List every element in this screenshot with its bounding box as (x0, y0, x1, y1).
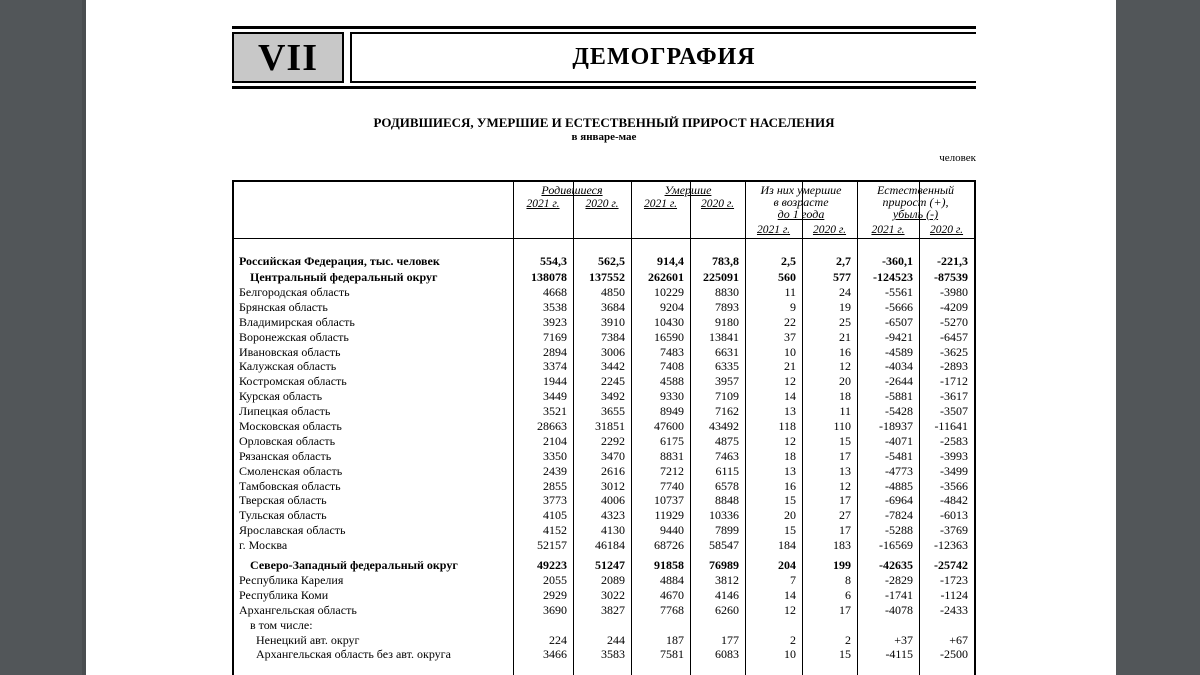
cell-value: 7899 (715, 523, 739, 538)
cell-value: -4071 (885, 433, 913, 448)
cell-value: 17 (839, 448, 851, 463)
cell-value: 2439 (543, 463, 567, 478)
cell-value: 11 (784, 285, 796, 299)
cell-value: +67 (949, 632, 968, 647)
cell-value: -18937 (879, 419, 913, 434)
table-row (234, 449, 974, 464)
table-row (234, 345, 974, 360)
cell-value: 3690 (543, 602, 567, 617)
cell-value: 9180 (715, 314, 739, 329)
cell-value: 4006 (601, 493, 625, 508)
cell-value: 7740 (660, 478, 684, 493)
cell-value: 10 (784, 344, 796, 359)
cell-value: 204 (778, 558, 796, 573)
table-row (234, 359, 974, 374)
cell-value: 17 (839, 523, 851, 538)
cell-value: 15 (784, 523, 796, 538)
chapter-title: ДЕМОГРАФИЯ (350, 32, 976, 83)
row-label: Орловская область (239, 433, 336, 448)
cell-value: -1712 (940, 374, 968, 389)
cell-value: -4589 (885, 344, 913, 359)
cell-value: 51247 (595, 558, 625, 573)
cell-value: 12 (839, 478, 851, 493)
cell-value: 2,7 (836, 254, 851, 268)
cell-value: 7 (790, 573, 796, 588)
cell-value: 177 (721, 632, 739, 647)
cell-value: 4884 (660, 573, 684, 588)
cell-value: 2894 (543, 344, 567, 359)
cell-value: 7408 (660, 359, 684, 374)
cell-value: 8831 (660, 448, 684, 463)
cell-value: 15 (839, 433, 851, 448)
table-row (234, 618, 974, 633)
cell-value: 9 (790, 299, 796, 314)
cell-value: 11 (839, 404, 851, 419)
table-row (234, 603, 974, 618)
cell-value: 4152 (543, 523, 567, 538)
cell-value: 262601 (648, 270, 684, 284)
row-label: Владимирская область (239, 314, 355, 329)
cell-value: 560 (778, 270, 796, 284)
header-natural-increase: Естественный прирост (+), убыль (-) (876, 183, 955, 221)
header-died: Умершие (664, 183, 712, 197)
table-row (234, 588, 974, 603)
cell-value: 2616 (601, 463, 625, 478)
row-label: г. Москва (239, 538, 288, 553)
document-page[interactable] (86, 0, 1116, 675)
cell-value: 28663 (537, 419, 567, 434)
cell-value: 3449 (543, 389, 567, 404)
cell-value: 224 (549, 632, 567, 647)
cell-value: 4588 (660, 374, 684, 389)
cell-value: 110 (833, 419, 851, 434)
cell-value: 27 (839, 508, 851, 523)
cell-value: 3022 (601, 587, 625, 602)
cell-value: 13841 (709, 329, 739, 344)
cell-value: 7169 (543, 329, 567, 344)
cell-value: -3507 (940, 404, 968, 419)
cell-value: 2245 (601, 374, 625, 389)
table-row (234, 404, 974, 419)
row-label: Курская область (239, 389, 323, 404)
demography-table (232, 180, 976, 675)
cell-value: 3521 (543, 404, 567, 419)
year-label: 2020 г. (812, 224, 847, 236)
row-label: Костромская область (239, 374, 347, 389)
cell-value: 10737 (654, 493, 684, 508)
cell-value: 91858 (654, 558, 684, 573)
cell-value: 3350 (543, 448, 567, 463)
cell-value: 2929 (543, 587, 567, 602)
cell-value: 7483 (660, 344, 684, 359)
year-label: 2021 г. (526, 198, 560, 210)
cell-value: 6578 (715, 478, 739, 493)
cell-value: 20 (784, 508, 796, 523)
table-row (234, 269, 974, 285)
table-row (234, 300, 974, 315)
cell-value: -11641 (934, 419, 968, 434)
cell-value: 4668 (543, 285, 567, 299)
table-subtitle: в январе-мае (571, 131, 637, 143)
cell-value: -87539 (934, 270, 968, 284)
year-label: 2021 г. (643, 198, 678, 210)
cell-value: -5270 (940, 314, 968, 329)
cell-value: 21 (839, 329, 851, 344)
cell-value: 183 (833, 538, 851, 553)
row-label: Воронежская область (239, 329, 349, 344)
cell-value: 6631 (715, 344, 739, 359)
cell-value: +37 (894, 632, 913, 647)
cell-value: 3492 (601, 389, 625, 404)
row-label: Республика Карелия (239, 573, 344, 588)
header-bottom-rule (232, 86, 976, 89)
cell-value: -4209 (940, 299, 968, 314)
cell-value: -4842 (940, 493, 968, 508)
cell-value: 46184 (595, 538, 625, 553)
cell-value: 16 (784, 478, 796, 493)
chapter-number: VII (232, 32, 344, 83)
cell-value: -3769 (940, 523, 968, 538)
cell-value: 7162 (715, 404, 739, 419)
cell-value: -4885 (885, 478, 913, 493)
cell-value: 914,4 (657, 254, 684, 268)
cell-value: -2500 (940, 647, 968, 662)
table-row (234, 557, 974, 573)
table-row (234, 389, 974, 404)
cell-value: -1124 (940, 587, 968, 602)
cell-value: 37 (784, 329, 796, 344)
cell-value: 17 (839, 602, 851, 617)
cell-value: 22 (784, 314, 796, 329)
cell-value: 7384 (601, 329, 625, 344)
cell-value: -6457 (940, 329, 968, 344)
cell-value: 16590 (654, 329, 684, 344)
cell-value: -2893 (940, 359, 968, 374)
row-label: Северо-Западный федеральный округ (250, 558, 458, 573)
cell-value: 3583 (601, 647, 625, 662)
cell-value: 17 (839, 493, 851, 508)
row-label: Тверская область (239, 493, 327, 508)
cell-value: 43492 (709, 419, 739, 434)
row-label: Центральный федеральный округ (250, 270, 438, 284)
cell-value: 3773 (543, 493, 567, 508)
year-label: 2021 г. (756, 224, 791, 236)
cell-value: -25742 (934, 558, 968, 573)
table-row (234, 573, 974, 588)
cell-value: -221,3 (937, 254, 968, 268)
cell-value: 9204 (660, 299, 684, 314)
cell-value: 3538 (543, 299, 567, 314)
table-row (234, 464, 974, 479)
table-row (234, 330, 974, 345)
cell-value: 184 (778, 538, 796, 553)
table-row (234, 523, 974, 538)
cell-value: 6175 (660, 433, 684, 448)
cell-value: -4078 (885, 602, 913, 617)
table-row (234, 239, 974, 269)
row-label: Архангельская область без авт. округа (256, 647, 451, 662)
cell-value: 2104 (543, 433, 567, 448)
cell-value: 118 (778, 419, 796, 434)
cell-value: 11929 (654, 508, 684, 523)
table-row (234, 508, 974, 523)
cell-value: 2855 (543, 478, 567, 493)
cell-value: -3980 (940, 285, 968, 299)
cell-value: 3466 (543, 647, 567, 662)
cell-value: -360,1 (882, 254, 913, 268)
cell-value: 10229 (654, 285, 684, 299)
table-row (234, 633, 974, 648)
cell-value: 15 (839, 647, 851, 662)
cell-value: -3993 (940, 448, 968, 463)
cell-value: 4875 (715, 433, 739, 448)
cell-value: -1741 (885, 587, 913, 602)
cell-value: -3617 (940, 389, 968, 404)
row-label: Белгородская область (239, 285, 350, 299)
row-label: Тульская область (239, 508, 327, 523)
cell-value: 2,5 (781, 254, 796, 268)
cell-value: 225091 (703, 270, 739, 284)
cell-value: 3923 (543, 314, 567, 329)
cell-value: 7768 (660, 602, 684, 617)
row-label: Республика Коми (239, 587, 329, 602)
row-label: Брянская область (239, 299, 328, 314)
cell-value: 2 (845, 632, 851, 647)
row-label: в том числе: (250, 617, 313, 632)
cell-value: 15 (784, 493, 796, 508)
cell-value: 20 (839, 374, 851, 389)
cell-value: 3910 (601, 314, 625, 329)
cell-value: -2644 (885, 374, 913, 389)
cell-value: 6083 (715, 647, 739, 662)
cell-value: 24 (839, 285, 851, 299)
cell-value: 9330 (660, 389, 684, 404)
cell-value: 14 (784, 389, 796, 404)
cell-value: 3470 (601, 448, 625, 463)
table-title: РОДИВШИЕСЯ, УМЕРШИЕ И ЕСТЕСТВЕННЫЙ ПРИРОСТ НАСЕЛЕНИЯ (373, 115, 835, 130)
cell-value: 7212 (660, 463, 684, 478)
cell-value: 187 (666, 632, 684, 647)
viewer-background (1116, 0, 1200, 675)
year-label: 2021 г. (871, 224, 905, 236)
cell-value: 2 (790, 632, 796, 647)
year-label: 2020 г. (929, 224, 964, 236)
cell-value: -5288 (885, 523, 913, 538)
cell-value: 10336 (709, 508, 739, 523)
cell-value: 4850 (601, 285, 625, 299)
cell-value: 14 (784, 587, 796, 602)
row-label: Смоленская область (239, 463, 343, 478)
table-row (234, 434, 974, 449)
cell-value: 3006 (601, 344, 625, 359)
cell-value: 2089 (601, 573, 625, 588)
header-infant-deaths: Из них умершие в возрасте до 1 года (760, 183, 842, 221)
table-row (234, 538, 974, 553)
cell-value: 6115 (715, 463, 739, 478)
cell-value: 2292 (601, 433, 625, 448)
cell-value: -5428 (885, 404, 913, 419)
row-label: Московская область (239, 419, 342, 434)
table-row (234, 285, 974, 300)
cell-value: -5561 (885, 285, 913, 299)
cell-value: 4146 (715, 587, 739, 602)
cell-value: 19 (839, 299, 851, 314)
row-label: Калужская область (239, 359, 337, 374)
cell-value: -6013 (940, 508, 968, 523)
row-label: Ненецкий авт. округ (256, 632, 360, 647)
cell-value: 1944 (543, 374, 567, 389)
cell-value: 3012 (601, 478, 625, 493)
cell-value: 7109 (715, 389, 739, 404)
cell-value: 4670 (660, 587, 684, 602)
row-label: Рязанская область (239, 448, 332, 463)
cell-value: -2583 (940, 433, 968, 448)
cell-value: -6964 (885, 493, 913, 508)
header-top-rule (232, 26, 976, 29)
year-label: 2020 г. (700, 198, 735, 210)
cell-value: 4105 (543, 508, 567, 523)
cell-value: -5666 (885, 299, 913, 314)
cell-value: 3655 (601, 404, 625, 419)
cell-value: 25 (839, 314, 851, 329)
cell-value: 18 (839, 389, 851, 404)
cell-value: 8 (845, 573, 851, 588)
cell-value: 8949 (660, 404, 684, 419)
cell-value: 7463 (715, 448, 739, 463)
cell-value: 3374 (543, 359, 567, 374)
cell-value: 7581 (660, 647, 684, 662)
cell-value: -2433 (940, 602, 968, 617)
table-row (234, 374, 974, 389)
cell-value: 12 (839, 359, 851, 374)
cell-value: 31851 (595, 419, 625, 434)
cell-value: 12 (784, 433, 796, 448)
cell-value: 68726 (654, 538, 684, 553)
cell-value: 76989 (709, 558, 739, 573)
cell-value: 3812 (715, 573, 739, 588)
row-label: Архангельская область (239, 602, 357, 617)
cell-value: 13 (839, 463, 851, 478)
header-born: Родившиеся (541, 183, 603, 197)
cell-value: 783,8 (712, 254, 739, 268)
cell-value: -4034 (885, 359, 913, 374)
cell-value: 6335 (715, 359, 739, 374)
cell-value: 12 (784, 602, 796, 617)
cell-value: -5881 (885, 389, 913, 404)
cell-value: 21 (784, 359, 796, 374)
cell-value: 16 (839, 344, 851, 359)
cell-value: -3625 (940, 344, 968, 359)
cell-value: -6507 (885, 314, 913, 329)
cell-value: -4115 (885, 647, 913, 662)
cell-value: -7824 (885, 508, 913, 523)
cell-value: 12 (784, 374, 796, 389)
cell-value: 2055 (543, 573, 567, 588)
year-label: 2020 г. (585, 198, 619, 210)
cell-value: 18 (784, 448, 796, 463)
cell-value: 199 (833, 558, 851, 573)
cell-value: 13 (784, 404, 796, 419)
row-label: Российская Федерация, тыс. человек (239, 254, 440, 268)
cell-value: -124523 (873, 270, 913, 284)
cell-value: 10 (784, 647, 796, 662)
cell-value: -9421 (885, 329, 913, 344)
table-row (234, 493, 974, 508)
cell-value: -2829 (885, 573, 913, 588)
cell-value: 52157 (537, 538, 567, 553)
cell-value: 4323 (601, 508, 625, 523)
table-row (234, 647, 974, 662)
cell-value: -42635 (879, 558, 913, 573)
row-label: Ивановская область (239, 344, 341, 359)
cell-value: 4130 (601, 523, 625, 538)
cell-value: -4773 (885, 463, 913, 478)
unit-label: человек (939, 152, 976, 164)
cell-value: -5481 (885, 448, 913, 463)
cell-value: 49223 (537, 558, 567, 573)
cell-value: 7893 (715, 299, 739, 314)
row-label: Ярославская область (239, 523, 346, 538)
cell-value: 244 (607, 632, 625, 647)
row-label: Липецкая область (239, 404, 331, 419)
cell-value: 13 (784, 463, 796, 478)
cell-value: 3827 (601, 602, 625, 617)
table-body (234, 239, 974, 662)
cell-value: 577 (833, 270, 851, 284)
table-row (234, 479, 974, 494)
cell-value: 554,3 (540, 254, 567, 268)
cell-value: -1723 (940, 573, 968, 588)
cell-value: -3566 (940, 478, 968, 493)
cell-value: 138078 (531, 270, 567, 284)
cell-value: -16569 (879, 538, 913, 553)
cell-value: 3442 (601, 359, 625, 374)
cell-value: 9440 (660, 523, 684, 538)
cell-value: 562,5 (598, 254, 625, 268)
cell-value: -12363 (934, 538, 968, 553)
cell-value: 3684 (601, 299, 625, 314)
cell-value: 8830 (715, 285, 739, 299)
cell-value: 47600 (654, 419, 684, 434)
cell-value: 58547 (709, 538, 739, 553)
table-header (234, 182, 974, 239)
cell-value: 137552 (589, 270, 625, 284)
cell-value: 3957 (715, 374, 739, 389)
cell-value: 10430 (654, 314, 684, 329)
row-label: Тамбовская область (239, 478, 341, 493)
table-row (234, 419, 974, 434)
table-row (234, 315, 974, 330)
cell-value: 8848 (715, 493, 739, 508)
cell-value: 6 (845, 587, 851, 602)
cell-value: 6260 (715, 602, 739, 617)
chapter-header (232, 26, 976, 90)
cell-value: -3499 (940, 463, 968, 478)
